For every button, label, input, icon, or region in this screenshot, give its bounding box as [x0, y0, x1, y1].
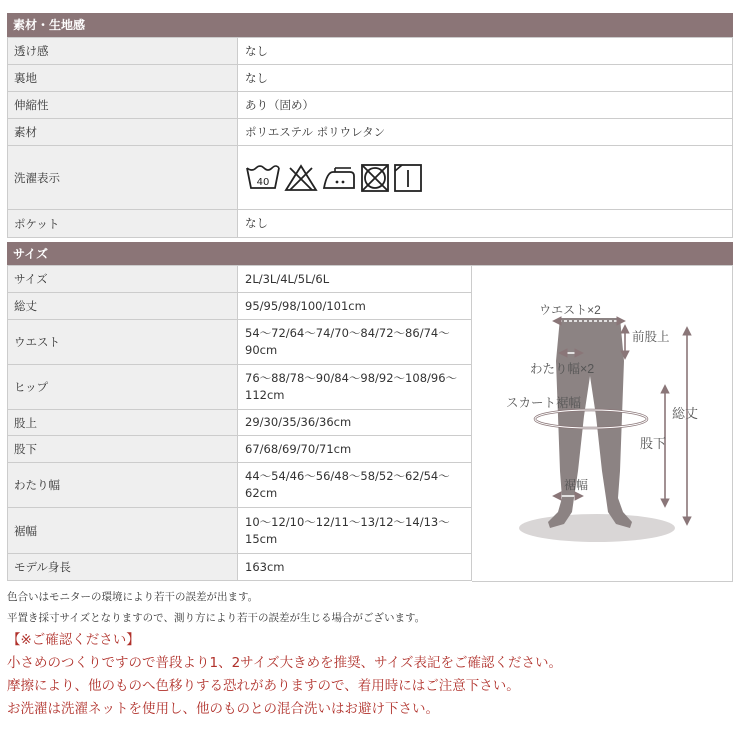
table-row [8, 436, 472, 463]
row-label: ヒップ [8, 365, 238, 410]
row-label: サイズ [8, 266, 238, 293]
row-value: なし [238, 210, 733, 238]
row-label: ポケット [8, 210, 238, 238]
size-section-header: サイズ [7, 242, 733, 266]
no-bleach-icon [284, 164, 318, 192]
table-row [8, 38, 733, 65]
note-size-advice: 小さめのつくりですので普段より1、2サイズ大きめを推奨、サイズ表記をご確認ください。 [7, 655, 563, 671]
inseam-label: 股下 [640, 436, 667, 451]
table-row [8, 293, 472, 320]
note-confirm-heading: 【※ご確認ください】 [7, 632, 140, 648]
measurement-diagram [472, 265, 733, 582]
row-label: 裾幅 [8, 508, 238, 554]
row-label: 透け感 [8, 38, 238, 65]
table-row [8, 508, 472, 554]
table-row [8, 146, 733, 210]
row-label: 総丈 [8, 293, 238, 320]
table-row [8, 463, 472, 508]
row-label: 素材 [8, 119, 238, 146]
note-washing: お洗濯は洗濯ネットを使用し、他のものとの混合洗いはお避け下さい。 [7, 701, 439, 717]
table-row [8, 210, 733, 238]
row-label: ウエスト [8, 320, 238, 365]
care-symbols-cell [238, 146, 733, 210]
row-value: 10〜12/10〜12/11〜13/12〜14/13〜15cm [238, 508, 472, 554]
waist-label: ウエスト×2 [539, 303, 601, 317]
skirt-hem-ellipse-inner [535, 410, 647, 428]
size-table [7, 265, 472, 581]
material-table [7, 37, 733, 238]
row-value: あり（固め） [238, 92, 733, 119]
row-label: 伸縮性 [8, 92, 238, 119]
row-label: モデル身長 [8, 554, 238, 581]
floor-shadow [519, 514, 675, 542]
table-row [8, 320, 472, 365]
table-row [8, 65, 733, 92]
row-value: 76〜88/78〜90/84〜98/92〜108/96〜112cm [238, 365, 472, 410]
care-symbols [245, 163, 732, 193]
row-label: 股下 [8, 436, 238, 463]
row-value: 67/68/69/70/71cm [238, 436, 472, 463]
row-value: 54〜72/64〜74/70〜84/72〜86/74〜90cm [238, 320, 472, 365]
line-dry-icon [393, 163, 423, 193]
table-row [8, 119, 733, 146]
row-value: なし [238, 65, 733, 92]
note-color-transfer: 摩擦により、他のものへ色移りする恐れがありますので、着用時にはご注意下さい。 [7, 678, 520, 694]
row-value: 95/95/98/100/101cm [238, 293, 472, 320]
row-label: 裏地 [8, 65, 238, 92]
thigh-label: わたり幅×2 [530, 362, 595, 376]
material-section-header: 素材・生地感 [7, 13, 733, 37]
no-tumble-dry-icon [360, 164, 390, 192]
table-row [8, 92, 733, 119]
row-label: わたり幅 [8, 463, 238, 508]
note-measurement: 平置き採寸サイズとなりますので、測り方により若干の誤差が生じる場合がございます。 [7, 612, 426, 624]
wash-temp-text: 40 [256, 176, 270, 188]
row-value: ポリエステル ポリウレタン [238, 119, 733, 146]
table-row [8, 266, 472, 293]
rise-label: 前股上 [632, 330, 670, 344]
iron-low-icon [321, 164, 357, 192]
table-row [8, 365, 472, 410]
row-value: 29/30/35/36/36cm [238, 410, 472, 436]
total-length-label: 総丈 [672, 406, 699, 421]
hem-label: 裾幅 [564, 478, 589, 492]
row-value: 2L/3L/4L/5L/6L [238, 266, 472, 293]
row-value: 163cm [238, 554, 472, 581]
row-value: なし [238, 38, 733, 65]
pants-measurement-illustration [472, 266, 732, 583]
table-row [8, 554, 472, 581]
wash-40-icon [245, 164, 281, 192]
note-color: 色合いはモニターの環境により若干の誤差が出ます。 [7, 591, 259, 603]
skirt-hem-label: スカート裾幅 [506, 396, 582, 410]
table-row [8, 410, 472, 436]
row-label: 股上 [8, 410, 238, 436]
row-value: 44〜54/46〜56/48〜58/52〜62/54〜62cm [238, 463, 472, 508]
row-label: 洗濯表示 [8, 146, 238, 210]
